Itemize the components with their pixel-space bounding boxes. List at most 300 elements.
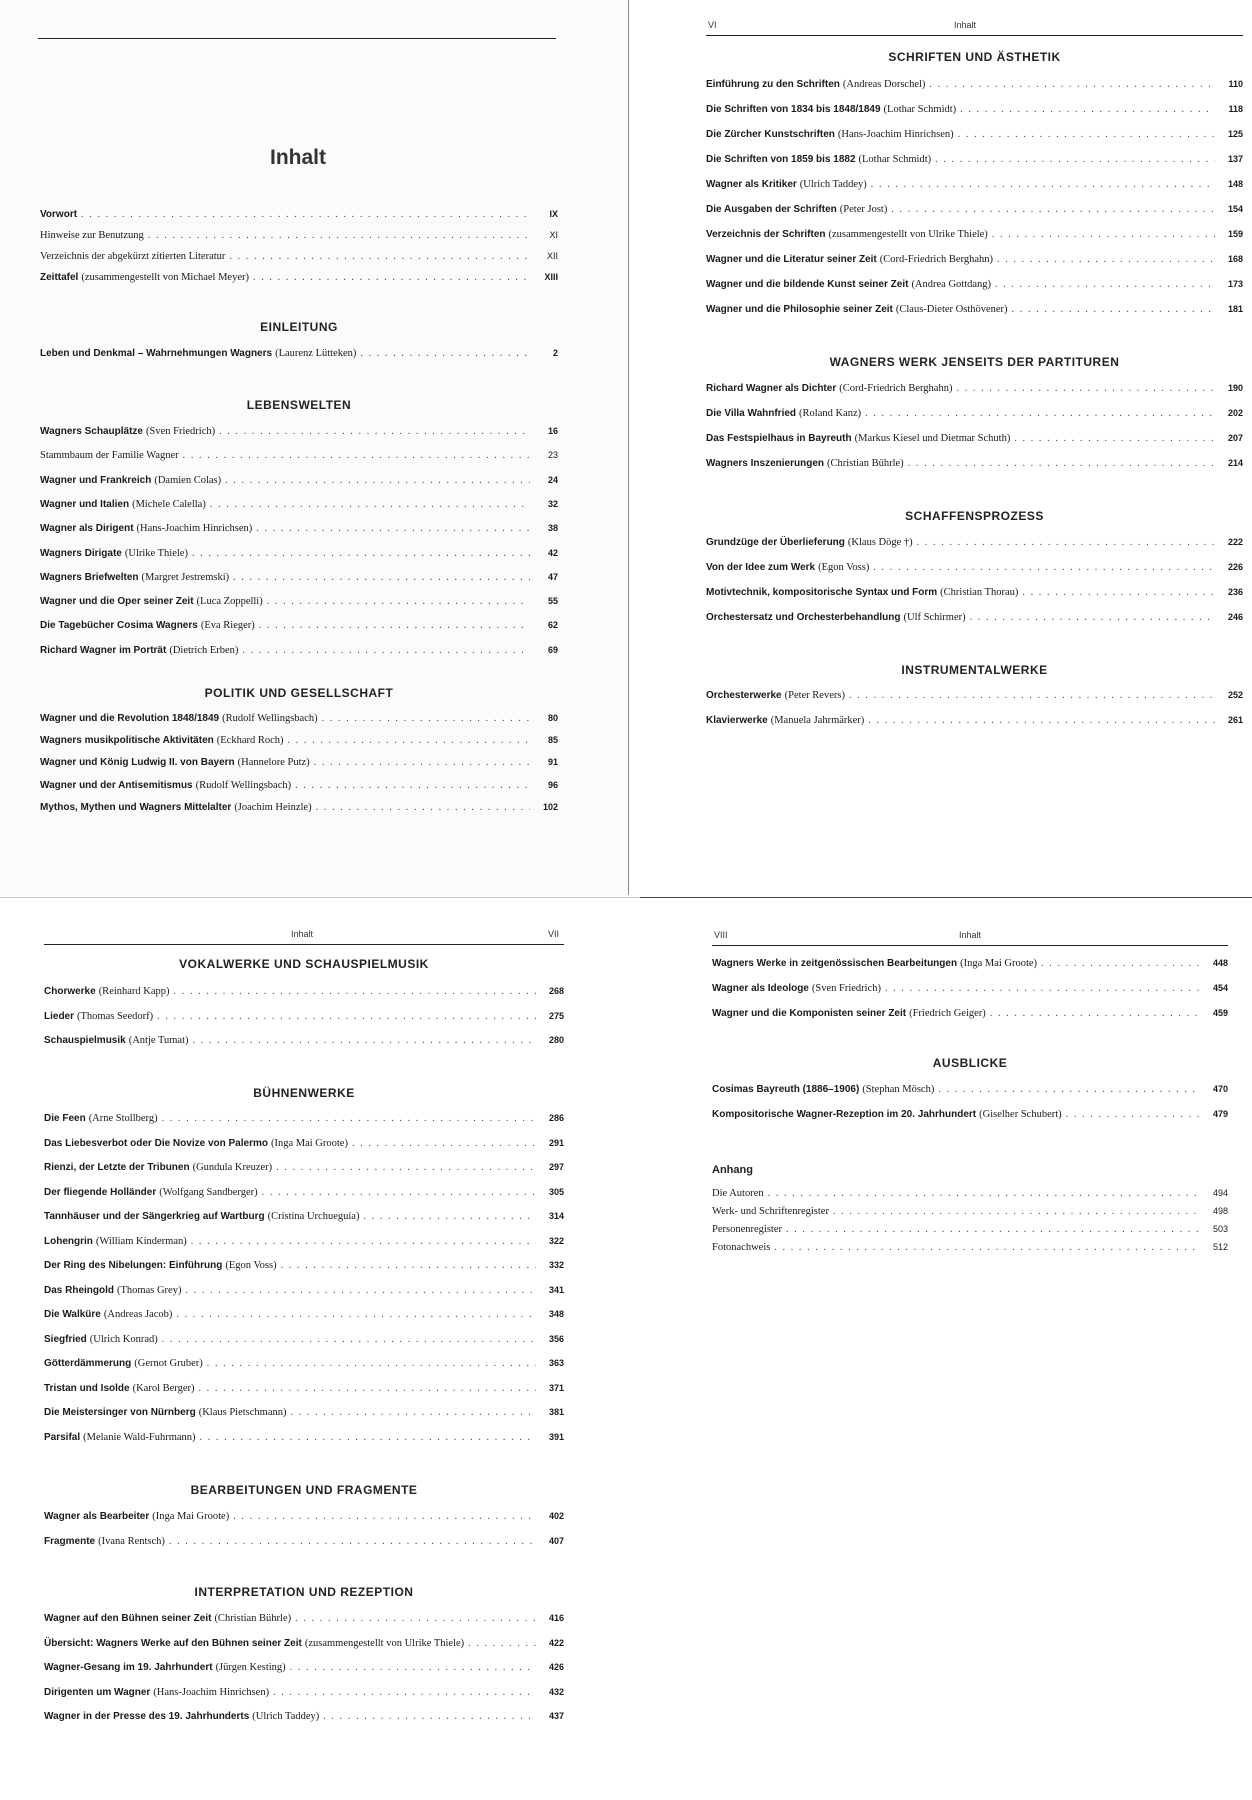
- entry-title: Tristan und Isolde: [44, 1382, 130, 1394]
- entry-title: Das Liebesverbot oder Die Novize von Palermo: [44, 1137, 268, 1149]
- toc-entry[interactable]: [40, 546, 558, 561]
- toc-entry[interactable]: [40, 800, 558, 815]
- entry-author: (Ulf Schirmer): [903, 612, 966, 623]
- top-rule: [38, 38, 556, 39]
- entry-title: Wagners Dirigate: [40, 547, 122, 559]
- entry-author: (Cristina Urchueguía): [267, 1211, 360, 1222]
- entry-title: Fotonachweis: [712, 1242, 771, 1253]
- entry-author: (William Kinderman): [95, 1235, 187, 1247]
- dot-leader: [873, 561, 1215, 575]
- entry-author: (Cord-Friedrich Berghahn): [839, 383, 953, 394]
- entry-author: (Rudolf Wellingsbach): [222, 713, 318, 724]
- entry-page-number: 2: [552, 348, 558, 358]
- section-heading: WAGNERS WERK JENSEITS DER PARTITUREN: [829, 355, 1120, 369]
- toc-entry[interactable]: [40, 733, 558, 748]
- dot-leader: [183, 449, 530, 463]
- entry-page-number: 214: [1227, 458, 1243, 468]
- dot-leader: [960, 103, 1215, 117]
- entry-title: Leben und Denkmal – Wahrnehmungen Wagners: [40, 348, 273, 359]
- entry-author: (Sven Friedrich): [146, 426, 216, 437]
- dot-leader: [174, 985, 536, 999]
- entry-title: Siegfried: [44, 1333, 87, 1345]
- dot-leader: [210, 498, 530, 512]
- toc-entry[interactable]: [40, 448, 558, 463]
- toc-entry[interactable]: [712, 1082, 1228, 1097]
- toc-entry[interactable]: [44, 1660, 564, 1675]
- entry-title: Wagners Briefwelten: [40, 571, 139, 583]
- entry-page-number: 459: [1212, 1008, 1228, 1018]
- dot-leader: [200, 1431, 536, 1445]
- toc-entry[interactable]: [40, 778, 558, 793]
- entry-title: Wagner und die Revolution 1848/1849: [40, 713, 220, 724]
- entry-title: Richard Wagner im Porträt: [40, 644, 167, 656]
- entry-page-number: 222: [1227, 537, 1243, 547]
- entry-author: (Ivana Rentsch): [98, 1535, 165, 1547]
- toc-entry[interactable]: [706, 713, 1243, 728]
- toc-entry[interactable]: [706, 152, 1243, 167]
- entry-title: Chorwerke: [44, 986, 96, 997]
- dot-leader: [868, 714, 1215, 728]
- toc-entry[interactable]: [706, 102, 1243, 117]
- entry-author: (Laurenz Lütteken): [275, 348, 357, 359]
- dot-leader: [908, 457, 1215, 471]
- entry-title: Wagner und die bildende Kunst seiner Zeit: [706, 279, 909, 290]
- toc-entry[interactable]: [40, 643, 558, 658]
- entry-page-number: 503: [1212, 1224, 1228, 1234]
- dot-leader: [162, 1333, 536, 1347]
- toc-entry[interactable]: [40, 711, 558, 726]
- entry-title: Zeittafel: [40, 272, 79, 283]
- entry-title: Mythos, Mythen und Wagners Mittelalter: [40, 801, 232, 813]
- entry-author: (Melanie Wald-Fuhrmann): [83, 1431, 196, 1443]
- entry-page-number: XIII: [544, 272, 558, 282]
- entry-title: Schauspielmusik: [44, 1035, 126, 1046]
- page-number: VII: [548, 929, 560, 939]
- toc-entry[interactable]: [706, 381, 1243, 396]
- dot-leader: [885, 982, 1200, 996]
- entry-author: (Joachim Heinzle): [234, 801, 312, 813]
- dot-leader: [995, 278, 1215, 292]
- entry-title: Verzeichnis der abgekürzt zitierten Literatur: [40, 251, 226, 262]
- entry-title: Lieder: [44, 1010, 75, 1022]
- entry-author: (Lothar Schmidt): [858, 154, 932, 165]
- entry-author: (Rudolf Wellingsbach): [195, 779, 292, 791]
- entry-page-number: 416: [548, 1613, 564, 1623]
- dot-leader: [276, 1161, 536, 1175]
- toc-entry[interactable]: [706, 77, 1243, 92]
- entry-page-number: 110: [1228, 79, 1243, 89]
- toc-entry[interactable]: [706, 177, 1243, 192]
- dot-leader: [1012, 303, 1215, 317]
- entry-page-number: 275: [548, 1010, 564, 1021]
- section-heading: SCHAFFENSPROZESS: [905, 509, 1044, 523]
- toc-entry[interactable]: [40, 497, 558, 512]
- toc-entry[interactable]: [706, 535, 1243, 550]
- entry-title: Grundzüge der Überlieferung: [706, 537, 845, 548]
- dot-leader: [891, 203, 1215, 217]
- toc-entry[interactable]: [44, 1283, 564, 1298]
- toc-entry[interactable]: [40, 618, 558, 633]
- toc-entry[interactable]: [44, 1033, 564, 1048]
- entry-title: Wagner als Kritiker: [706, 179, 797, 190]
- toc-entry[interactable]: [44, 1636, 564, 1651]
- section-heading: EINLEITUNG: [260, 320, 338, 334]
- toc-entry[interactable]: [44, 1685, 564, 1700]
- toc-entry[interactable]: [706, 227, 1243, 242]
- entry-page-number: XI: [549, 230, 558, 240]
- entry-author: (Klaus Pietschmann): [198, 1407, 287, 1418]
- toc-page-2: [640, 0, 1252, 895]
- entry-page-number: 422: [548, 1637, 564, 1648]
- entry-page-number: 470: [1212, 1084, 1228, 1094]
- entry-author: (zusammengestellt von Ulrike Thiele): [304, 1637, 465, 1649]
- toc-entry[interactable]: [44, 1332, 564, 1347]
- entry-page-number: 512: [1212, 1242, 1228, 1252]
- dot-leader: [162, 1112, 536, 1126]
- dot-leader: [956, 382, 1215, 396]
- dot-leader: [207, 1357, 536, 1371]
- running-header: [640, 20, 1252, 38]
- entry-page-number: 168: [1227, 254, 1243, 264]
- section-heading: AUSBLICKE: [932, 1056, 1008, 1070]
- entry-title: Wagner und die Philosophie seiner Zeit: [706, 304, 893, 315]
- entry-page-number: 286: [548, 1113, 564, 1123]
- entry-title: Wagner als Ideologe: [712, 983, 809, 994]
- entry-author: (Karol Berger): [132, 1382, 195, 1394]
- entry-author: (Sven Friedrich): [811, 983, 881, 994]
- entry-author: (Christian Bührle): [826, 458, 904, 469]
- toc-entry[interactable]: [712, 1240, 1228, 1255]
- entry-page-number: 341: [548, 1284, 564, 1295]
- entry-author: (Margret Jestremski): [141, 571, 230, 583]
- entry-title: Wagners Schauplätze: [40, 426, 143, 437]
- entry-author: (Eva Rieger): [200, 620, 255, 632]
- dot-leader: [786, 1223, 1200, 1237]
- running-title: Inhalt: [290, 929, 314, 939]
- entry-page-number: 102: [542, 801, 558, 812]
- entry-page-number: 91: [547, 757, 558, 768]
- dot-leader: [262, 1186, 536, 1200]
- toc-entry[interactable]: [706, 406, 1243, 421]
- toc-entry[interactable]: [712, 1186, 1228, 1201]
- entry-title: Hinweise zur Benutzung: [40, 230, 144, 241]
- dot-leader: [990, 1007, 1200, 1021]
- entry-title: Wagner und die Literatur seiner Zeit: [706, 254, 877, 265]
- entry-title: Das Festspielhaus in Bayreuth: [706, 433, 852, 444]
- entry-author: (Jürgen Kesting): [215, 1662, 286, 1673]
- dot-leader: [360, 347, 530, 361]
- entry-page-number: 173: [1227, 279, 1243, 289]
- toc-entry[interactable]: [44, 1611, 564, 1626]
- entry-author: (zusammengestellt von Michael Meyer): [81, 272, 249, 283]
- entry-page-number: 363: [548, 1358, 564, 1368]
- entry-author: (Roland Kanz): [799, 408, 862, 419]
- entry-author: (Christian Thorau): [940, 587, 1019, 598]
- dot-leader: [295, 779, 530, 793]
- entry-author: (Hans-Joachim Hinrichsen): [153, 1686, 270, 1698]
- dot-leader: [929, 78, 1215, 92]
- entry-page-number: 24: [547, 474, 558, 485]
- entry-page-number: 437: [548, 1711, 564, 1721]
- toc-entry[interactable]: [40, 755, 558, 770]
- entry-title: Verzeichnis der Schriften: [706, 229, 826, 240]
- entry-author: (Ulrike Thiele): [124, 547, 188, 559]
- dot-leader: [176, 1308, 536, 1322]
- entry-title: Parsifal: [44, 1431, 81, 1443]
- entry-author: (Ulrich Konrad): [89, 1333, 158, 1345]
- toc-page-1: [0, 0, 628, 895]
- dot-leader: [935, 153, 1215, 167]
- entry-author: (Inga Mai Groote): [270, 1137, 348, 1149]
- entry-page-number: 85: [547, 735, 558, 746]
- entry-title: Der fliegende Holländer: [44, 1186, 157, 1198]
- toc-entry[interactable]: [712, 1222, 1228, 1237]
- entry-page-number: 261: [1227, 715, 1243, 725]
- toc-entry[interactable]: [712, 981, 1228, 996]
- entry-author: (Damien Colas): [154, 474, 222, 486]
- entry-page-number: 494: [1212, 1188, 1228, 1198]
- toc-entry[interactable]: [706, 431, 1243, 446]
- toc-entry[interactable]: [44, 1381, 564, 1396]
- entry-page-number: 356: [548, 1333, 564, 1344]
- entry-page-number: 236: [1227, 587, 1243, 597]
- toc-entry[interactable]: [40, 249, 558, 264]
- toc-entry[interactable]: [40, 424, 558, 439]
- toc-entry[interactable]: [712, 1107, 1228, 1122]
- page-edge: [628, 0, 629, 895]
- toc-entry[interactable]: [44, 1009, 564, 1024]
- toc-entry[interactable]: [712, 956, 1228, 971]
- running-title: Inhalt: [958, 930, 982, 940]
- toc-entry[interactable]: [712, 1006, 1228, 1021]
- dot-leader: [1041, 957, 1200, 971]
- entry-title: Richard Wagner als Dichter: [706, 383, 837, 394]
- toc-entry[interactable]: [44, 1509, 564, 1524]
- entry-page-number: 181: [1227, 304, 1243, 314]
- entry-author: (Egon Voss): [225, 1260, 277, 1271]
- dot-leader: [917, 536, 1215, 550]
- toc-entry[interactable]: [706, 560, 1243, 575]
- entry-title: Übersicht: Wagners Werke auf den Bühnen seiner Zeit: [44, 1637, 302, 1649]
- entry-page-number: 291: [548, 1137, 564, 1148]
- toc-entry[interactable]: [706, 610, 1243, 625]
- toc-entry[interactable]: [44, 1209, 564, 1224]
- entry-title: Fragmente: [44, 1535, 96, 1547]
- entry-author: (Inga Mai Groote): [152, 1511, 230, 1522]
- toc-entry[interactable]: [44, 1136, 564, 1151]
- entry-title: Wagner in der Presse des 19. Jahrhunderts: [44, 1711, 250, 1722]
- dot-leader: [273, 1686, 536, 1700]
- dot-leader: [290, 1661, 536, 1675]
- entry-page-number: 69: [547, 644, 558, 655]
- entry-title: Cosimas Bayreuth (1886–1906): [712, 1084, 860, 1095]
- dot-leader: [992, 228, 1215, 242]
- entry-title: Die Tagebücher Cosima Wagners: [40, 620, 198, 632]
- dot-leader: [233, 1510, 536, 1524]
- running-title: Inhalt: [953, 20, 977, 30]
- dot-leader: [229, 250, 530, 264]
- entry-page-number: 426: [548, 1662, 564, 1672]
- entry-author: (Hans-Joachim Hinrichsen): [837, 129, 954, 140]
- entry-author: (Cord-Friedrich Berghahn): [879, 254, 994, 265]
- appendix-heading: Anhang: [712, 1164, 753, 1176]
- entry-page-number: 454: [1212, 983, 1228, 993]
- entry-author: (Christian Bührle): [214, 1613, 292, 1624]
- dot-leader: [774, 1241, 1200, 1255]
- entry-author: (Hannelore Putz): [237, 757, 310, 769]
- header-rule: [44, 944, 564, 945]
- running-header: [0, 929, 640, 947]
- entry-title: Rienzi, der Letzte der Tribunen: [44, 1162, 190, 1173]
- toc-entry[interactable]: [44, 1356, 564, 1371]
- dot-leader: [1066, 1108, 1200, 1122]
- entry-title: Personenregister: [712, 1224, 782, 1235]
- toc-entry[interactable]: [706, 302, 1243, 317]
- toc-entry[interactable]: [706, 277, 1243, 292]
- entry-author: (Inga Mai Groote): [960, 958, 1038, 969]
- toc-entry[interactable]: [40, 521, 558, 536]
- entry-title: Wagner und die Oper seiner Zeit: [40, 596, 194, 608]
- toc-entry[interactable]: [40, 228, 558, 243]
- dot-leader: [290, 1406, 536, 1420]
- entry-page-number: 314: [548, 1211, 564, 1221]
- dot-leader: [1014, 432, 1215, 446]
- entry-page-number: 42: [547, 547, 558, 558]
- entry-page-number: IX: [549, 209, 558, 219]
- dot-leader: [233, 571, 530, 585]
- dot-leader: [316, 801, 530, 815]
- toc-entry[interactable]: [40, 270, 558, 285]
- entry-page-number: 190: [1227, 383, 1243, 393]
- section-heading: BÜHNENWERKE: [253, 1086, 355, 1100]
- dot-leader: [281, 1259, 536, 1273]
- toc-entry[interactable]: [44, 1111, 564, 1126]
- entry-title: Wagner und die Komponisten seiner Zeit: [712, 1008, 907, 1019]
- entry-page-number: 402: [548, 1511, 564, 1521]
- entry-page-number: 407: [548, 1535, 564, 1546]
- dot-leader: [267, 595, 530, 609]
- toc-entry[interactable]: [706, 688, 1243, 703]
- dot-leader: [185, 1284, 536, 1298]
- dot-leader: [468, 1637, 536, 1651]
- entry-title: Wagner als Dirigent: [40, 523, 134, 535]
- section-heading: VOKALWERKE UND SCHAUSPIELMUSIK: [179, 957, 429, 971]
- entry-author: (Andrea Gottdang): [911, 279, 992, 290]
- dot-leader: [323, 1710, 536, 1724]
- page-number: VI: [708, 20, 717, 30]
- entry-page-number: 80: [547, 713, 558, 723]
- entry-title: Von der Idee zum Werk: [706, 562, 816, 573]
- entry-author: (Peter Revers): [784, 690, 845, 701]
- toc-entry[interactable]: [706, 202, 1243, 217]
- dot-leader: [169, 1535, 536, 1549]
- entry-author: (Markus Kiesel und Dietmar Schuth): [854, 433, 1011, 444]
- entry-page-number: 280: [548, 1035, 564, 1045]
- entry-author: (Thomas Grey): [117, 1284, 182, 1296]
- entry-page-number: 381: [548, 1407, 564, 1417]
- entry-author: (Luca Zoppelli): [196, 596, 263, 608]
- toc-entry[interactable]: [44, 1709, 564, 1724]
- dot-leader: [833, 1205, 1200, 1219]
- dot-leader: [192, 547, 530, 561]
- entry-page-number: 55: [547, 596, 558, 607]
- entry-page-number: 159: [1227, 229, 1243, 239]
- dot-leader: [288, 734, 530, 748]
- toc-entry[interactable]: [44, 1430, 564, 1445]
- entry-page-number: 448: [1212, 958, 1228, 968]
- entry-title: Dirigenten um Wagner: [44, 1686, 151, 1698]
- entry-title: Die Villa Wahnfried: [706, 408, 797, 419]
- entry-author: (Arne Stollberg): [88, 1113, 158, 1124]
- toc-entry[interactable]: [40, 207, 558, 222]
- section-heading: LEBENSWELTEN: [246, 398, 352, 412]
- dot-leader: [253, 271, 530, 285]
- toc-entry[interactable]: [712, 1204, 1228, 1219]
- toc-entry[interactable]: [44, 1258, 564, 1273]
- dot-leader: [352, 1137, 536, 1151]
- entry-page-number: 148: [1227, 179, 1243, 189]
- dot-leader: [81, 208, 530, 222]
- toc-entry[interactable]: [40, 473, 558, 488]
- entry-page-number: 391: [548, 1431, 564, 1442]
- entry-title: Wagners Inszenierungen: [706, 458, 824, 469]
- entry-title: Die Schriften von 1859 bis 1882: [706, 154, 856, 165]
- toc-entry[interactable]: [44, 1405, 564, 1420]
- entry-author: (Peter Jost): [839, 204, 888, 215]
- entry-page-number: 432: [548, 1686, 564, 1697]
- entry-title: Wagner und Italien: [40, 498, 130, 510]
- entry-page-number: 32: [547, 498, 558, 509]
- toc-entry[interactable]: [706, 127, 1243, 142]
- entry-author: (Gernot Gruber): [134, 1358, 203, 1369]
- entry-page-number: 479: [1212, 1109, 1228, 1119]
- toc-entry[interactable]: [706, 252, 1243, 267]
- toc-entry[interactable]: [44, 984, 564, 999]
- entry-author: (Ulrich Taddey): [252, 1711, 320, 1722]
- page-gap: [0, 897, 640, 898]
- toc-entry[interactable]: [44, 1185, 564, 1200]
- entry-page-number: 268: [548, 986, 564, 996]
- entry-title: Die Zürcher Kunstschriften: [706, 129, 835, 140]
- page-title: Inhalt: [270, 146, 326, 169]
- entry-page-number: 226: [1227, 562, 1243, 572]
- toc-entry[interactable]: [40, 570, 558, 585]
- entry-title: Die Meistersinger von Nürnberg: [44, 1407, 196, 1418]
- entry-author: (Ulrich Taddey): [799, 179, 867, 190]
- toc-entry[interactable]: [44, 1234, 564, 1249]
- entry-author: (Lothar Schmidt): [883, 104, 957, 115]
- entry-author: (Andreas Dorschel): [842, 79, 926, 90]
- toc-entry[interactable]: [44, 1534, 564, 1549]
- toc-entry[interactable]: [40, 346, 558, 361]
- entry-page-number: 16: [547, 426, 558, 436]
- entry-title: Einführung zu den Schriften: [706, 79, 840, 90]
- entry-title: Wagner als Bearbeiter: [44, 1511, 150, 1522]
- entry-title: Stammbaum der Familie Wagner: [40, 450, 179, 462]
- dot-leader: [256, 522, 530, 536]
- dot-leader: [768, 1187, 1200, 1201]
- toc-entry[interactable]: [44, 1160, 564, 1175]
- entry-title: Wagners Werke in zeitgenössischen Bearbeitungen: [712, 958, 958, 969]
- toc-entry[interactable]: [706, 456, 1243, 471]
- dot-leader: [865, 407, 1215, 421]
- toc-entry[interactable]: [706, 585, 1243, 600]
- toc-entry[interactable]: [40, 594, 558, 609]
- entry-title: Kompositorische Wagner-Rezeption im 20. Jahrhundert: [712, 1109, 977, 1120]
- entry-title: Werk- und Schriftenregister: [712, 1206, 829, 1217]
- dot-leader: [849, 689, 1215, 703]
- toc-entry[interactable]: [44, 1307, 564, 1322]
